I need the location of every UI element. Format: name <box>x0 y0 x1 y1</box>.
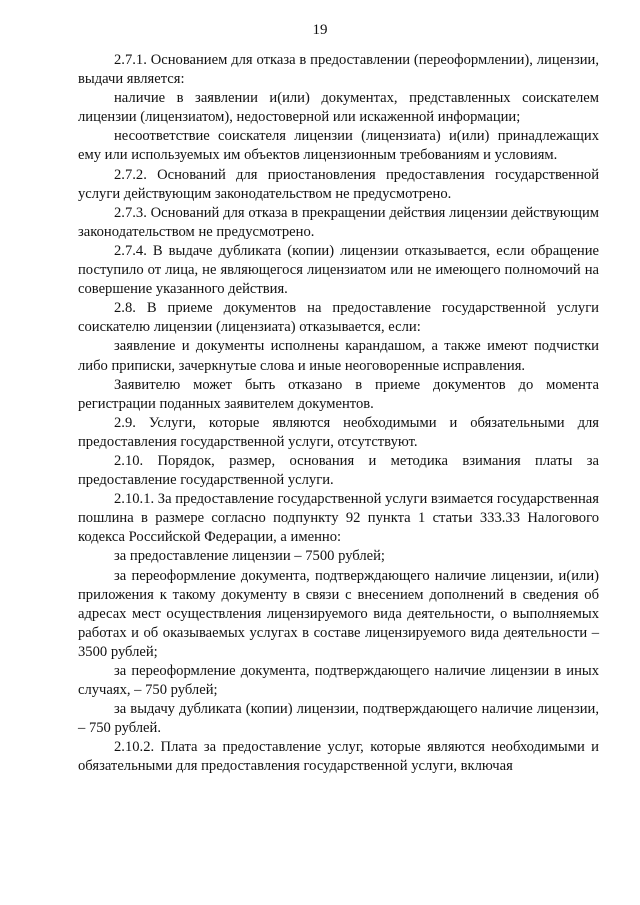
paragraph-2-9: 2.9. Услуги, которые являются необходимыми и обязательными для предоставления государственной услуги, отсутствуют. <box>78 414 599 450</box>
paragraph-refusal-reason-false-info: наличие в заявлении и(или) документах, представленных соискателем лицензии (лицензиатом), недостоверной или искаженной информации; <box>78 90 599 126</box>
document-body <box>78 51 599 777</box>
paragraph-2-10-1: 2.10.1. За предоставление государственной услуги взимается государственная пошлина в размере согласно подпункту 92 пункта 1 статьи 333.33 Налогового кодекса Российской Федерации, а именно: <box>78 491 599 546</box>
paragraph-2-7-2: 2.7.2. Оснований для приостановления предоставления государственной услуги действующим законодательством не предусмотрено. <box>78 166 599 202</box>
paragraph-2-7-1: 2.7.1. Основанием для отказа в предоставлении (переоформлении), лицензии, выдачи является: <box>78 52 599 88</box>
paragraph-2-7-4: 2.7.4. В выдаче дубликата (копии) лицензии отказывается, если обращение поступило от лица, не являющегося лицензиатом или не имеющего полномочий на совершение указанного действия. <box>78 242 599 298</box>
paragraph-refusal-reason-noncompliance: несоответствие соискателя лицензии (лицензиата) и(или) принадлежащих ему или используемых им объектов лицензионным требованиям и условиям. <box>78 128 599 164</box>
paragraph-2-10: 2.10. Порядок, размер, основания и методика взимания платы за предоставление государственной услуги. <box>78 452 599 489</box>
page-number: 19 <box>312 22 328 38</box>
paragraph-2-10-2: 2.10.2. Плата за предоставление услуг, которые являются необходимыми и обязательными для предоставления государственной услуги, включая <box>78 739 599 775</box>
paragraph-2-8: 2.8. В приеме документов на предоставление государственной услуги соискателю лицензии (лицензиата) отказывается, если: <box>78 300 599 336</box>
paragraph-refusal-before-registration: Заявителю может быть отказано в приеме документов до момента регистрации поданных заявителем документов. <box>78 376 599 412</box>
paragraph-pencil-corrections: заявление и документы исполнены карандашом, а также имеют подчистки либо приписки, зачеркнутые слова и иные неоговоренные исправления. <box>78 338 599 374</box>
paragraph-fee-reissue-other: за переоформление документа, подтверждающего наличие лицензии в иных случаях, – 750 рублей; <box>78 663 599 699</box>
paragraph-fee-duplicate: за выдачу дубликата (копии) лицензии, подтверждающего наличие лицензии, – 750 рублей. <box>78 701 599 737</box>
paragraph-fee-license: за предоставление лицензии – 7500 рублей; <box>114 548 385 565</box>
paragraph-fee-reissue-additions: за переоформление документа, подтверждающего наличие лицензии, и(или) приложения к такому документу в связи с внесением дополнений в сведения об адресах мест осуществления лицензируемого вида деятельности, о выполняемых работах и об оказываемых услугах в составе лицензируемого вида деятельности – 3500 рублей; <box>78 567 599 660</box>
paragraph-2-7-3: 2.7.3. Оснований для отказа в прекращении действия лицензии действующим законодательством не предусмотрено. <box>78 204 599 240</box>
